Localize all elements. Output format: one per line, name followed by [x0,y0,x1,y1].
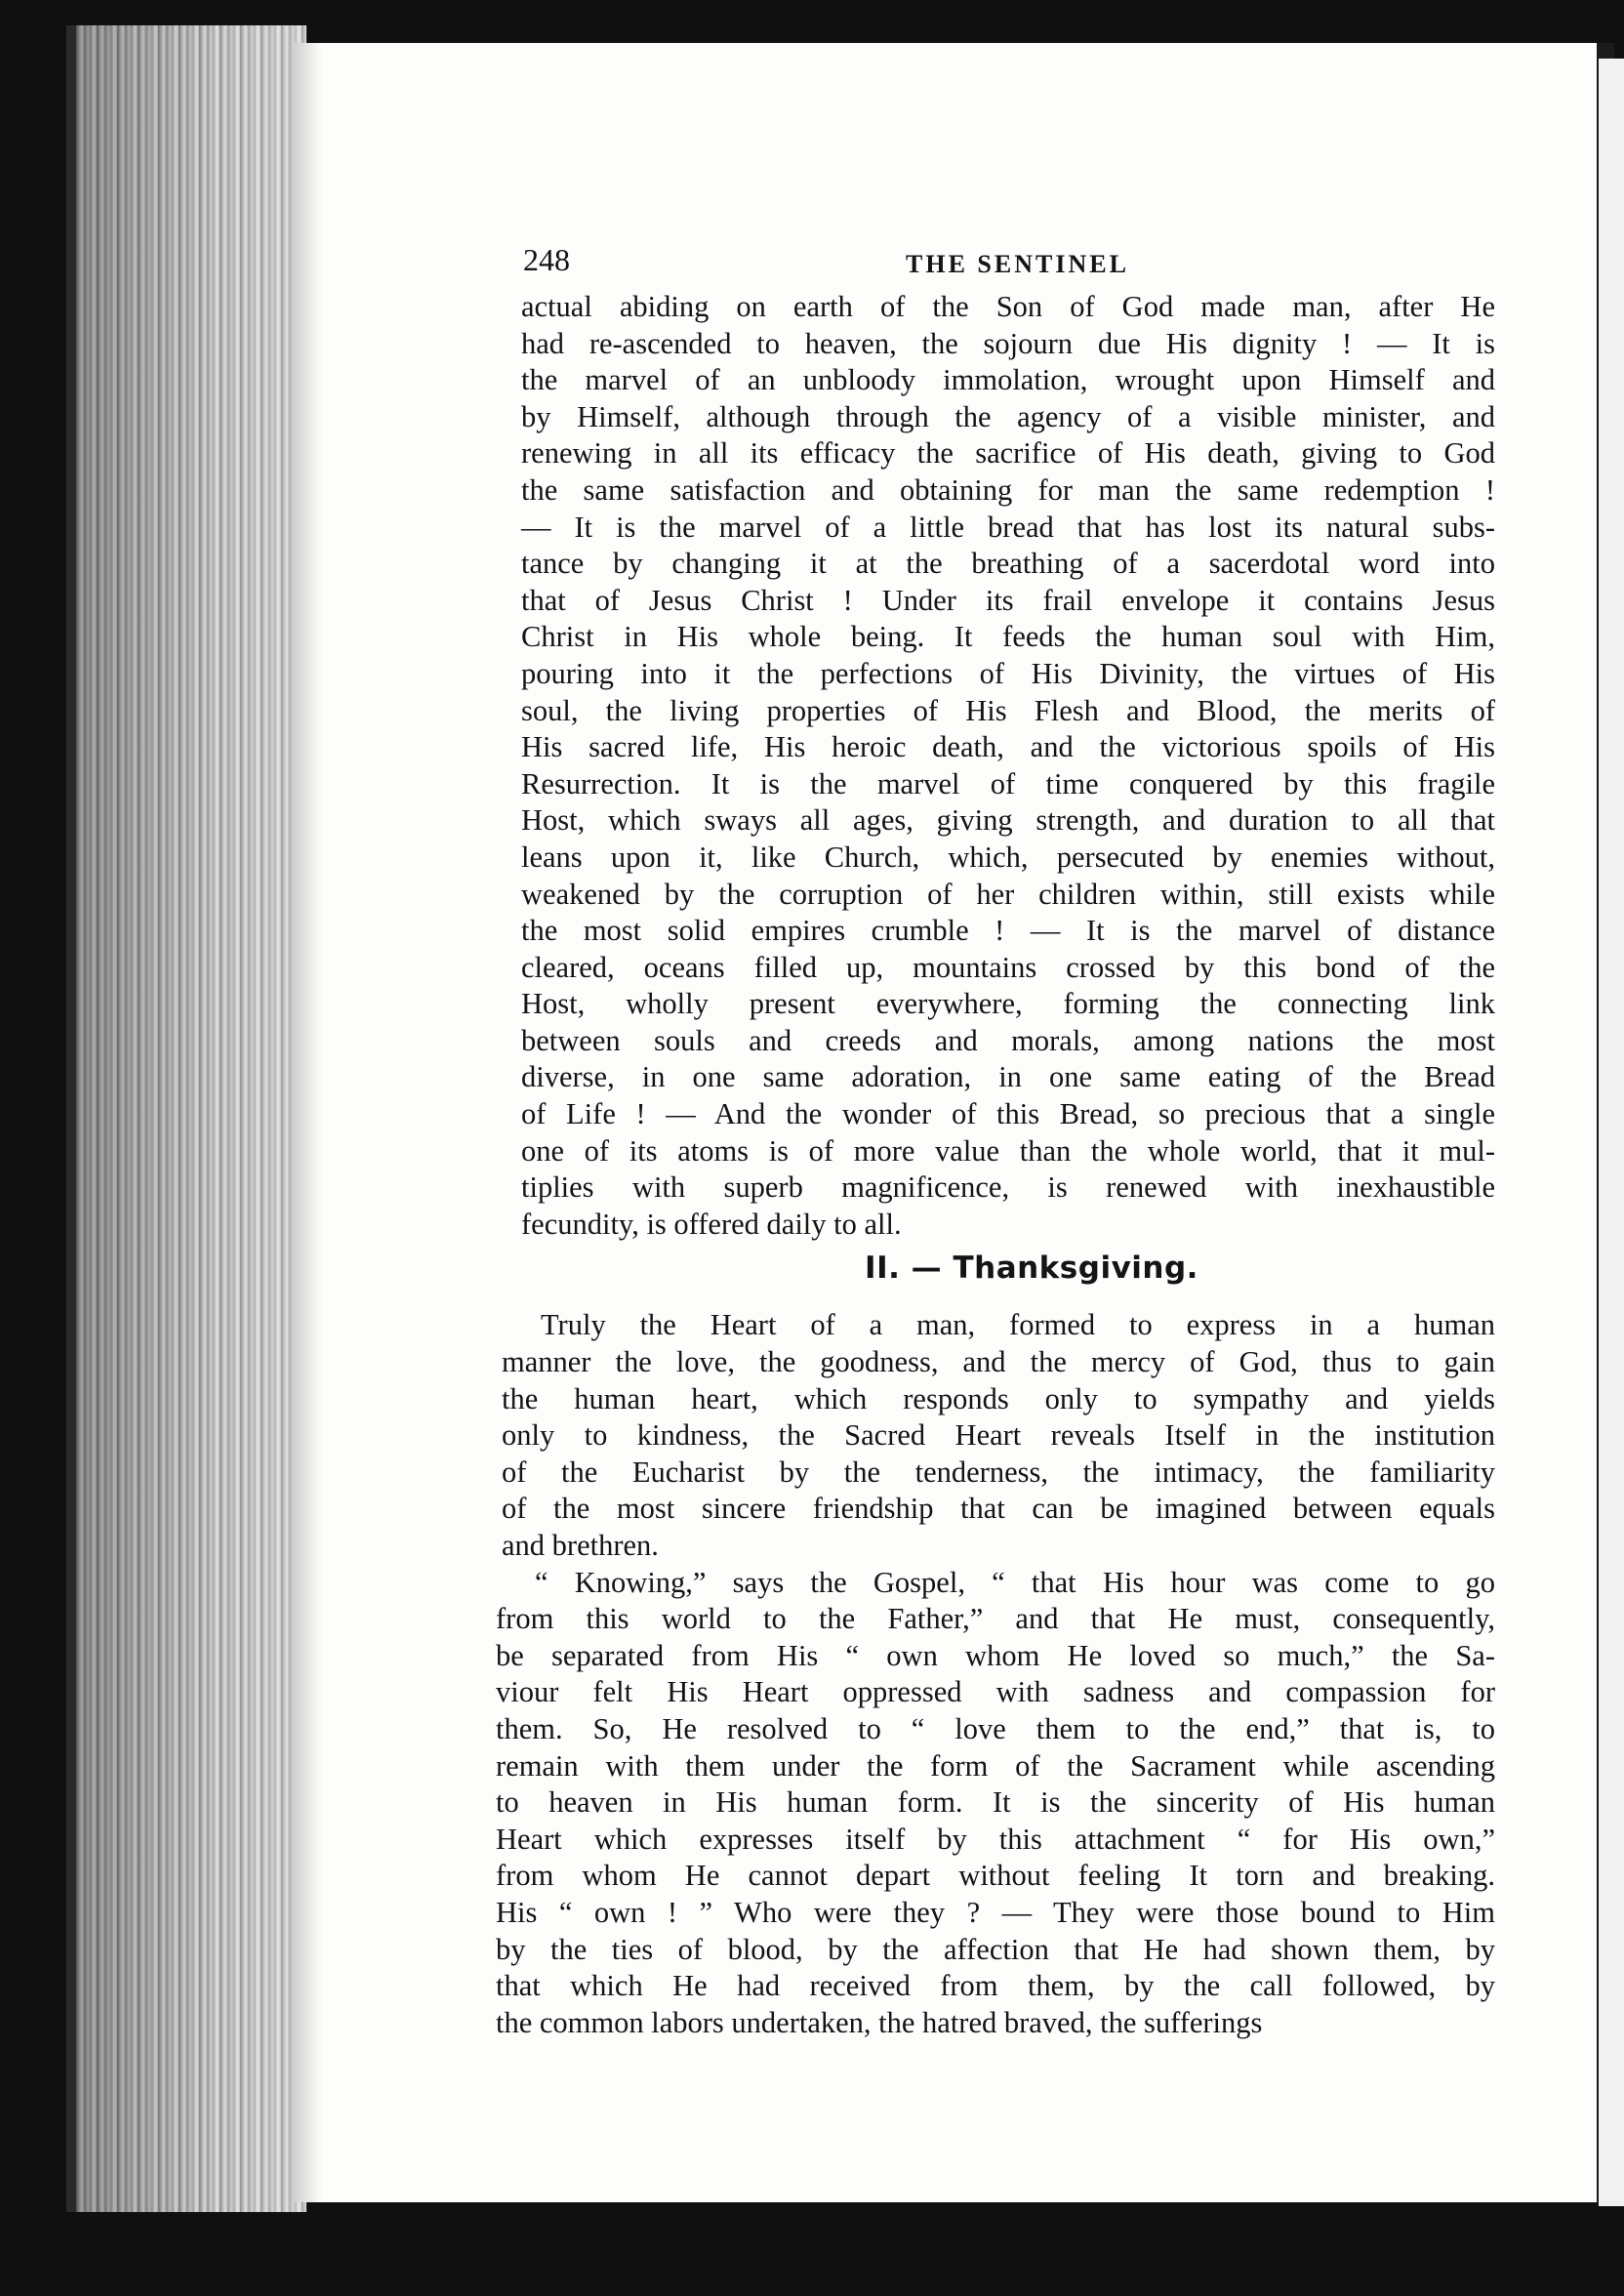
text-line: actual abiding on earth of the Son of God made man, after He [521,290,1495,323]
text-line: of the Eucharist by the tenderness, the intimacy, the familiarity [502,1455,1495,1489]
text-line: by Himself, although through the agency of a visible minister, and [521,399,1495,433]
text-line: from whom He cannot depart without feeling It torn and breaking. [496,1859,1495,1893]
paragraph-2 [502,1307,1495,1564]
text-line: remain with them under the form of the Sacrament while ascending [496,1748,1495,1783]
text-line: His “ own ! ” Who were they ? — They were those bound to Him [496,1895,1495,1929]
text-line: the human heart, which responds only to sympathy and yields [502,1381,1495,1415]
text-line: the most solid empires crumble ! — It is the marvel of distance [521,914,1495,948]
running-title: THE SENTINEL [906,250,1129,278]
text-line: Truly the Heart of a man, formed to express in a human [541,1308,1495,1342]
text-line: from this world to the Father,” and that He must, consequently, [496,1602,1495,1636]
paragraph-3 [496,1565,1495,2042]
text-line: Christ in His whole being. It feeds the human soul with Him, [521,620,1495,654]
paragraph-1 [509,289,1495,1243]
text-line: that of Jesus Christ ! Under its frail envelope it contains Jesus [521,583,1495,617]
text-line: weakened by the corruption of her children within, still exists while [521,877,1495,911]
text-line: by the ties of blood, by the affection that He had shown them, by [496,1932,1495,1966]
text-line: leans upon it, like Church, which, persecuted by enemies without, [521,840,1495,874]
text-line: only to kindness, the Sacred Heart reveals Itself in the institution [502,1418,1495,1453]
page-content [496,240,1495,2041]
text-line: pouring into it the perfections of His Divinity, the virtues of His [521,656,1495,690]
text-line: of the most sincere friendship that can be imagined between equals [502,1492,1495,1526]
text-line: Host, which sways all ages, giving strength, and duration to all that [521,803,1495,838]
text-line: one of its atoms is of more value than the whole world, that it mul- [521,1133,1495,1168]
running-head [509,240,1495,289]
facing-page-edge [1599,59,1624,2206]
text-line: fecundity, is offered daily to all. [521,1207,902,1241]
text-line: cleared, oceans filled up, mountains crossed by this bond of the [521,950,1495,984]
page-number: 248 [523,242,570,277]
text-line: and brethren. [502,1529,659,1562]
text-line: Host, wholly present everywhere, forming the connecting link [521,987,1495,1021]
text-line: Heart which expresses itself by this attachment “ for His own,” [496,1822,1495,1856]
text-line: them. So, He resolved to “ love them to the end,” that is, to [496,1711,1495,1745]
text-line: His sacred life, His heroic death, and the victorious spoils of His [521,730,1495,764]
text-line: the marvel of an unbloody immolation, wrought upon Himself and [521,363,1495,397]
text-line: between souls and creeds and morals, among nations the most [521,1023,1495,1057]
text-line: tance by changing it at the breathing of a sacerdotal word into [521,547,1495,581]
text-line: of Life ! — And the wonder of this Bread, so precious that a single [521,1097,1495,1131]
text-line: had re-ascended to heaven, the sojourn due His dignity ! — It is [521,326,1495,360]
text-line: viour felt His Heart oppressed with sadness and compassion for [496,1675,1495,1709]
text-line: — It is the marvel of a little bread that has lost its natural subs- [521,510,1495,544]
text-line: the common labors undertaken, the hatred braved, the sufferings [496,2005,1263,2039]
text-line: “ Knowing,” says the Gospel, “ that His hour was come to go [535,1565,1495,1599]
text-line: tiplies with superb magnificence, is renewed with inexhaustible [521,1170,1495,1205]
text-line: be separated from His “ own whom He loved so much,” the Sa- [496,1638,1495,1672]
text-line: diverse, in one same adoration, in one same eating of the Bread [521,1060,1495,1094]
text-line: manner the love, the goodness, and the mercy of God, thus to gain [502,1345,1495,1379]
text-line: soul, the living properties of His Flesh and Blood, the merits of [521,693,1495,727]
page-edges [66,25,306,2212]
text-line: renewing in all its efficacy the sacrifice of His death, giving to God [521,436,1495,471]
text-line: the same satisfaction and obtaining for man the same redemption ! [521,472,1495,507]
text-line: Resurrection. It is the marvel of time conquered by this fragile [521,766,1495,800]
text-line: to heaven in His human form. It is the sincerity of His human [496,1785,1495,1820]
text-line: that which He had received from them, by the call followed, by [496,1969,1495,2003]
section-heading: II. — Thanksgiving. [865,1250,1198,1287]
